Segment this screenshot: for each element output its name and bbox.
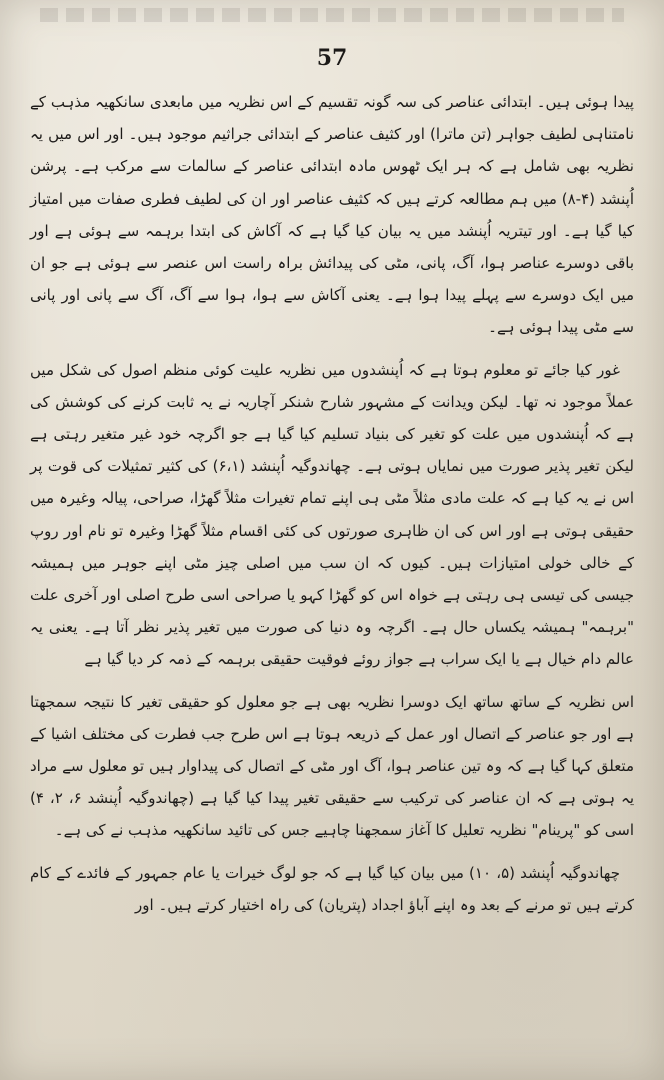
paragraph-1: پیدا ہوئی ہیں۔ ابتدائی عناصر کی سہ گونہ تقسیم کے اس نظریہ میں مابعدی سانکھیہ مذہب کے نامتناہی لطیف جواہر (تن ماترا) اور کثیف عناصر کے ابتدائی جراثیم موجود ہیں۔ اور اس میں یہ نظریہ بھی شامل ہے کہ ہر ایک ٹھوس مادہ ابتدائی عناصر کے سالمات سے مرکب ہے۔ پرشن اُپنشد (۴-۸) میں ہم مطالعہ کرتے ہیں کہ کثیف عناصر اور ان کی لطیف فطری صفات میں امتیاز کیا گیا ہے۔ اور تیتریہ اُپنشد میں یہ بیان کیا گیا ہے کہ آکاش کی ابتدا برہمہ سے ہوئی ہے اور باقی دوسرے عناصر ہوا، آگ، پانی، مٹی کی پیدائش براہ راست اس عنصر سے ہوئی ہے جو ان میں ایک دوسرے سے پہلے پیدا ہوا ہے۔ یعنی آکاش سے ہوا، ہوا سے آگ، آگ سے پانی اور پانی سے مٹی پیدا ہوئی ہے۔: [30, 93, 634, 337]
body-text: [30, 86, 634, 921]
paragraph-3: اس نظریہ کے ساتھ ساتھ ایک دوسرا نظریہ بھی ہے جو معلول کو حقیقی تغیر کا نتیجہ سمجھتا ہے اور جو عناصر کے اتصال اور عمل کے ذریعہ ہوتا ہے اس طرح جب فطرت کی مختلف اشیا کے متعلق کہا گیا ہے کہ وہ تین عناصر ہوا، آگ اور مٹی کے اتصال کی پیداوار ہیں تو معلول سے مراد یہ ہوتی ہے کہ ان عناصر کی ترکیب سے حقیقی تغیر پیدا کیا گیا ہے (چھاندوگیہ اُپنشد ۶، ۲، ۴) اسی کو "پرینام" نظریہ تعلیل کا آغاز سمجھنا چاہیے جس کی تائید سانکھیہ مذہب نے کی ہے۔: [30, 692, 635, 840]
paragraph-2: غور کیا جائے تو معلوم ہوتا ہے کہ اُپنشدوں میں نظریہ علیت کوئی منظم اصول کی شکل میں عملاً موجود نہ تھا۔ لیکن ویدانت کے مشہور شارح شنکر آچاریہ نے یہ ثابت کرنے کی کوشش کی ہے کہ اُپنشدوں میں علت کو تغیر کی بنیاد تسلیم کیا گیا ہے جو اگرچہ خود غیر متغیر رہتی ہے لیکن تغیر پذیر صورت میں نمایاں ہوتی ہے۔ چھاندوگیہ اُپنشد (۶،۱) کی کثیر تمثیلات کی قوت پر اس نے یہ کیا ہے کہ علت مادی مثلاً مٹی ہی اپنے تمام تغیرات مثلاً گھڑا، صراحی، پیالہ وغیرہ میں حقیقی ہوتی ہے اور اس کی ان ظاہری صورتوں کی کئی اقسام مثلاً گھڑا وغیرہ تو نام اور روپ کے خالی خولی امتیازات ہیں۔ کیوں کہ ان سب میں اصلی چیز مٹی اپنے جوہر میں ہمیشہ جیسی کی تیسی ہی رہتی ہے خواہ اس کو گھڑا کہو یا صراحی اسی طرح اصلی اور آخری علت "برہمہ" ہمیشہ یکساں حال ہے۔ اگرچہ وہ دنیا کی صورت میں تغیر پذیر نظر آتا ہے۔ یعنی یہ عالم دام خیال ہے یا ایک سراب ہے جواز روئے فوقیت حقیقی برہمہ کے ذمہ کر دیا گیا ہے: [30, 360, 635, 669]
bleed-through-text: [40, 8, 624, 22]
page-number: 57: [316, 45, 348, 71]
paragraph-4: چھاندوگیہ اُپنشد (۵، ۱۰) میں بیان کیا گیا ہے کہ جو لوگ خیرات یا عام جمہور کے فائدے کے کام کرتے ہیں تو مرنے کے بعد وہ اپنے آباؤ اجداد (پتریان) کی راہ اختیار کرتے ہیں۔ اور: [30, 863, 634, 914]
